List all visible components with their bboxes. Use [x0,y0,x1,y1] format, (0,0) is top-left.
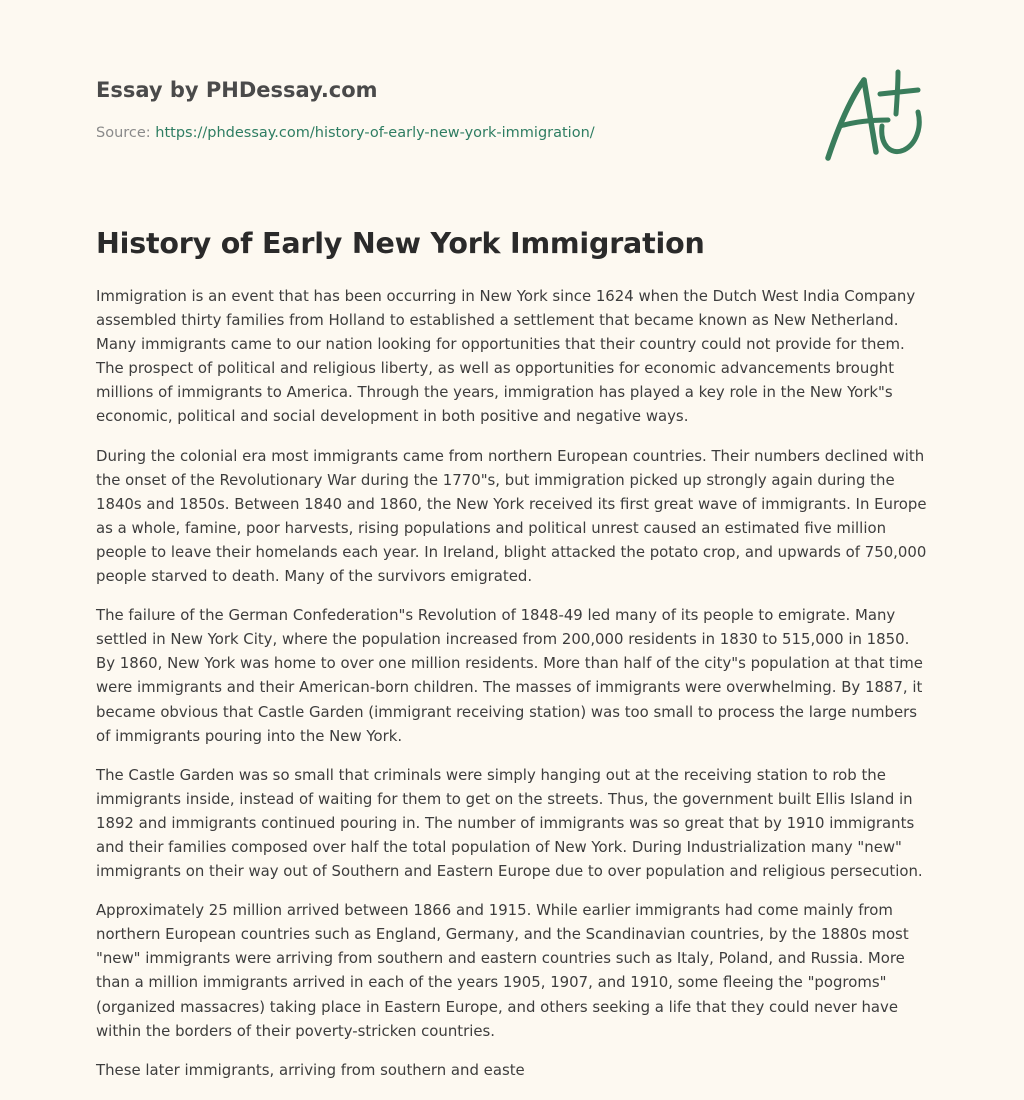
essay-title: History of Early New York Immigration [96,227,705,260]
source-link[interactable]: https://phdessay.com/history-of-early-new-york-immigration/ [155,125,595,141]
source-label: Source: [96,125,151,141]
essay-paragraph: During the colonial era most immigrants came from northern European countries. Their numbers declined with the onset of the Revolutionary War during the 1770"s, but immigration picked up strongly again during the 1840s and 1850s. Between 1840 and 1860, the New York received its first great wave of immigrants. In Europe as a whole, famine, poor harvests, rising populations and political unrest caused an estimated five million people to leave their homelands each year. In Ireland, blight attacked the potato crop, and upwards of 750,000 people starved to death. Many of the survivors emigrated. [96,446,927,586]
a-plus-grade-icon [818,64,934,168]
site-brand: Essay by PHDessay.com [96,78,378,102]
source-line [96,122,595,144]
essay-paragraph: The failure of the German Confederation"s Revolution of 1848-49 led many of its people to emigrate. Many settled in New York City, where the population increased from 200,000 residents in 1830 to 515,000 in 1850. By 1860, New York was home to over one million residents. More than half of the city"s population at that time were immigrants and their American-born children. The masses of immigrants were overwhelming. By 1887, it became obvious that Castle Garden (immigrant receiving station) was too small to process the large numbers of immigrants pouring into the New York. [96,606,923,745]
essay-paragraph: Approximately 25 million arrived between 1866 and 1915. While earlier immigrants had come mainly from northern European countries such as England, Germany, and the Scandinavian countries, by the 1880s most "new" immigrants were arriving from southern and eastern countries such as Italy, Poland, and Russia. More than a million immigrants arrived in each of the years 1905, 1907, and 1910, some fleeing the "pogroms" (organized massacres) taking place in Eastern Europe, and others seeking a life that they could never have within the borders of their poverty-stricken countries. [96,901,909,1040]
essay-paragraph: The Castle Garden was so small that criminals were simply hanging out at the receiving station to rob the immigrants inside, instead of waiting for them to get on the streets. Thus, the government built Ellis Island in 1892 and immigrants continued pouring in. The number of immigrants was so great that by 1910 immigrants and their families composed over half the total population of New York. During Industrialization many "new" immigrants on their way out of Southern and Eastern Europe due to over population and religious persecution. [96,765,923,881]
essay-paragraph: Immigration is an event that has been occurring in New York since 1624 when the Dutch West India Company assembled thirty families from Holland to established a settlement that became known as New Netherland. Many immigrants came to our nation looking for opportunities that their country could not provide for them. The prospect of political and religious liberty, as well as opportunities for economic advancements brought millions of immigrants to America. Through the years, immigration has played a key role in the New York"s economic, political and social development in both positive and negative ways. [96,287,916,426]
essay-paragraph-truncated: These later immigrants, arriving from southern and easte [96,1060,525,1079]
essay-body [96,284,932,1097]
